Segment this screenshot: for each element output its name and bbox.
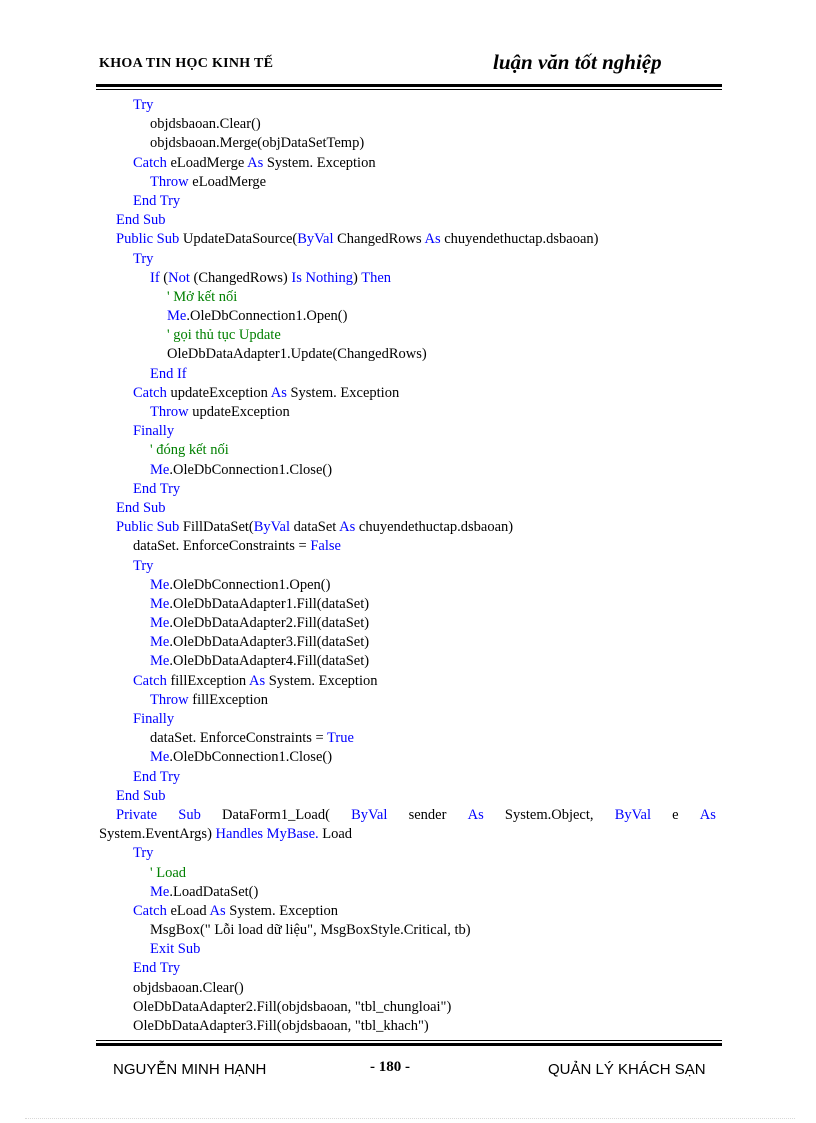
code-text: .OleDbConnection1.Open() bbox=[186, 308, 348, 325]
code-text: DataForm1_Load( bbox=[222, 806, 330, 823]
code-text: .OleDbDataAdapter1.Fill(dataSet) bbox=[169, 595, 370, 612]
code-keyword: MyBase. bbox=[266, 826, 319, 843]
code-line bbox=[0, 768, 816, 787]
header-document-title: luận văn tốt nghiệp bbox=[493, 50, 662, 74]
code-text: .LoadDataSet() bbox=[169, 883, 259, 900]
code-text: eLoadMerge bbox=[166, 154, 248, 171]
code-listing bbox=[0, 96, 816, 1036]
code-line bbox=[0, 614, 816, 633]
code-line bbox=[0, 864, 816, 883]
code-keyword: As bbox=[424, 231, 441, 248]
code-line bbox=[0, 710, 816, 729]
code-keyword: As bbox=[270, 384, 287, 401]
code-text: System. Exception bbox=[263, 154, 376, 171]
code-text: dataSet. EnforceConstraints = bbox=[150, 730, 328, 747]
code-keyword: Handles bbox=[215, 826, 264, 843]
code-text: sender bbox=[408, 806, 447, 823]
code-text: Load bbox=[318, 826, 353, 843]
code-line bbox=[0, 844, 816, 863]
code-keyword: Me bbox=[150, 615, 170, 632]
code-text: .OleDbConnection1.Open() bbox=[169, 576, 331, 593]
code-keyword: Try bbox=[133, 97, 154, 113]
code-keyword: False bbox=[310, 538, 341, 555]
code-text: chuyendethuctap.dsbaoan) bbox=[440, 231, 599, 248]
code-text: System.EventArgs) bbox=[99, 826, 216, 843]
code-text: fillException bbox=[166, 672, 249, 689]
code-keyword: As bbox=[209, 902, 226, 919]
code-text: ChangedRows bbox=[333, 231, 425, 248]
code-text: .OleDbDataAdapter2.Fill(dataSet) bbox=[169, 615, 370, 632]
code-text: ( bbox=[159, 269, 169, 286]
code-text: chuyendethuctap.dsbaoan) bbox=[355, 519, 514, 536]
code-line bbox=[0, 998, 816, 1017]
code-keyword: ByVal bbox=[253, 519, 291, 536]
code-keyword: Me bbox=[150, 749, 170, 766]
code-text: OleDbDataAdapter2.Fill(objdsbaoan, "tbl_chungloai") bbox=[133, 998, 452, 1015]
code-keyword: As bbox=[699, 806, 716, 823]
code-keyword: ByVal bbox=[351, 806, 388, 823]
code-keyword: Then bbox=[361, 269, 392, 286]
code-line bbox=[0, 518, 816, 537]
code-line bbox=[0, 921, 816, 940]
code-line bbox=[0, 173, 816, 192]
code-line bbox=[0, 154, 816, 173]
code-keyword: End Sub bbox=[116, 787, 166, 804]
code-line bbox=[0, 672, 816, 691]
code-line bbox=[0, 806, 816, 825]
code-text: OleDbDataAdapter1.Update(ChangedRows) bbox=[167, 346, 427, 363]
code-line bbox=[0, 192, 816, 211]
code-text: FillDataSet( bbox=[179, 519, 254, 536]
code-keyword: As bbox=[247, 154, 264, 171]
code-keyword: As bbox=[339, 519, 356, 536]
code-keyword: Not bbox=[168, 269, 190, 286]
code-keyword: End Try bbox=[133, 192, 181, 209]
code-line bbox=[0, 1017, 816, 1036]
code-text: objdsbaoan.Clear() bbox=[150, 116, 261, 133]
code-text: .OleDbDataAdapter4.Fill(dataSet) bbox=[169, 653, 370, 670]
code-line bbox=[0, 825, 816, 844]
code-keyword: Catch bbox=[133, 154, 167, 171]
code-line bbox=[0, 979, 816, 998]
code-line bbox=[0, 940, 816, 959]
code-line bbox=[0, 633, 816, 652]
header-rule-thin bbox=[96, 89, 722, 90]
code-line bbox=[0, 748, 816, 767]
page-edge bbox=[25, 1118, 795, 1119]
code-keyword: Public Sub bbox=[116, 231, 180, 248]
code-keyword: Catch bbox=[133, 902, 167, 919]
code-line bbox=[0, 96, 816, 115]
code-comment: ' gọi thủ tục Update bbox=[167, 327, 281, 344]
code-line bbox=[0, 557, 816, 576]
code-keyword: End Try bbox=[133, 768, 181, 785]
code-keyword: Sub bbox=[178, 806, 201, 823]
code-comment: ' Load bbox=[150, 864, 187, 881]
code-keyword: Me bbox=[150, 595, 170, 612]
code-keyword: End Sub bbox=[116, 499, 166, 516]
code-keyword: ByVal bbox=[297, 231, 334, 248]
code-text: System. Exception bbox=[225, 902, 339, 919]
code-line bbox=[0, 230, 816, 249]
code-text: System. Exception bbox=[286, 384, 400, 401]
code-keyword: Finally bbox=[133, 711, 175, 727]
code-text: e bbox=[672, 806, 679, 823]
header-faculty: KHOA TIN HỌC KINH TẾ bbox=[99, 56, 274, 71]
code-keyword: Throw bbox=[150, 691, 189, 708]
code-keyword: Catch bbox=[133, 672, 167, 689]
code-text: System. Exception bbox=[265, 672, 378, 689]
code-text: MsgBox(" Lỗi load dữ liệu", MsgBoxStyle.Critical, tb) bbox=[150, 922, 471, 939]
code-line bbox=[0, 345, 816, 364]
code-keyword: Try bbox=[133, 557, 154, 574]
code-keyword: Try bbox=[133, 845, 154, 862]
code-text: objdsbaoan.Merge(objDataSetTemp) bbox=[150, 135, 365, 152]
code-keyword: Catch bbox=[133, 384, 167, 401]
code-keyword: Private bbox=[116, 806, 158, 823]
code-text: UpdateDataSource( bbox=[179, 231, 298, 248]
page-number: - 180 - bbox=[370, 1059, 410, 1075]
code-line bbox=[0, 441, 816, 460]
code-text: eLoadMerge bbox=[188, 173, 267, 190]
code-line bbox=[0, 652, 816, 671]
code-text: .OleDbConnection1.Close() bbox=[169, 749, 333, 766]
code-keyword: True bbox=[327, 730, 354, 747]
code-text: dataSet. EnforceConstraints = bbox=[133, 538, 311, 555]
header-rule-thick bbox=[96, 84, 722, 87]
code-keyword: Try bbox=[133, 250, 154, 267]
code-line bbox=[0, 326, 816, 345]
code-line bbox=[0, 480, 816, 499]
code-line bbox=[0, 403, 816, 422]
code-text: .OleDbDataAdapter3.Fill(dataSet) bbox=[169, 634, 370, 651]
code-text: fillException bbox=[188, 691, 268, 708]
code-line bbox=[0, 211, 816, 230]
code-line bbox=[0, 288, 816, 307]
code-line bbox=[0, 959, 816, 978]
code-line bbox=[0, 422, 816, 441]
footer-author: NGUYỄN MINH HẠNH bbox=[113, 1061, 267, 1078]
code-line bbox=[0, 307, 816, 326]
code-line bbox=[0, 250, 816, 269]
code-keyword: Me bbox=[150, 576, 170, 593]
code-text: dataSet bbox=[290, 519, 340, 536]
footer-subject: QUẢN LÝ KHÁCH SẠN bbox=[548, 1061, 706, 1078]
code-comment: ' đóng kết nối bbox=[150, 442, 229, 459]
code-keyword: Throw bbox=[150, 173, 189, 190]
code-line bbox=[0, 115, 816, 134]
code-line bbox=[0, 384, 816, 403]
code-text: (ChangedRows) bbox=[189, 269, 292, 286]
code-line bbox=[0, 595, 816, 614]
code-keyword: End Sub bbox=[116, 212, 166, 229]
footer-rule-thin bbox=[96, 1040, 722, 1041]
code-keyword: End If bbox=[150, 365, 187, 382]
code-line bbox=[0, 461, 816, 480]
code-text: System.Object, bbox=[504, 806, 594, 823]
code-keyword: ByVal bbox=[614, 806, 651, 823]
code-keyword: Me bbox=[150, 634, 170, 651]
footer-rule-thick bbox=[96, 1043, 722, 1046]
code-line bbox=[0, 883, 816, 902]
code-keyword: Is Nothing bbox=[291, 269, 354, 286]
code-line bbox=[0, 365, 816, 384]
code-keyword: If bbox=[150, 269, 160, 286]
code-keyword: End Try bbox=[133, 960, 181, 977]
code-text: updateException bbox=[188, 404, 290, 420]
code-keyword: Me bbox=[150, 653, 170, 670]
code-line bbox=[0, 902, 816, 921]
code-keyword: As bbox=[248, 672, 266, 689]
code-keyword: Me bbox=[167, 308, 187, 325]
code-comment: ' Mở kết nối bbox=[167, 288, 238, 305]
code-keyword: Exit Sub bbox=[150, 941, 201, 958]
code-line bbox=[0, 691, 816, 710]
code-text: OleDbDataAdapter3.Fill(objdsbaoan, "tbl_khach") bbox=[133, 1018, 429, 1034]
code-text: updateException bbox=[166, 384, 271, 401]
code-keyword: End Try bbox=[133, 480, 181, 497]
code-line bbox=[0, 269, 816, 288]
code-keyword: Finally bbox=[133, 423, 175, 440]
code-line bbox=[0, 576, 816, 595]
code-text: .OleDbConnection1.Close() bbox=[169, 461, 333, 478]
code-keyword: Throw bbox=[150, 404, 189, 420]
code-text: objdsbaoan.Clear() bbox=[133, 979, 244, 996]
code-text: eLoad bbox=[166, 902, 210, 919]
code-text: ) bbox=[353, 269, 362, 286]
code-keyword: Me bbox=[150, 461, 170, 478]
code-line bbox=[0, 729, 816, 748]
code-line bbox=[0, 537, 816, 556]
code-line bbox=[0, 499, 816, 518]
code-keyword: Me bbox=[150, 883, 170, 900]
code-keyword: As bbox=[467, 806, 484, 823]
code-line bbox=[0, 134, 816, 153]
code-keyword: Public Sub bbox=[116, 519, 180, 536]
code-line bbox=[0, 787, 816, 806]
